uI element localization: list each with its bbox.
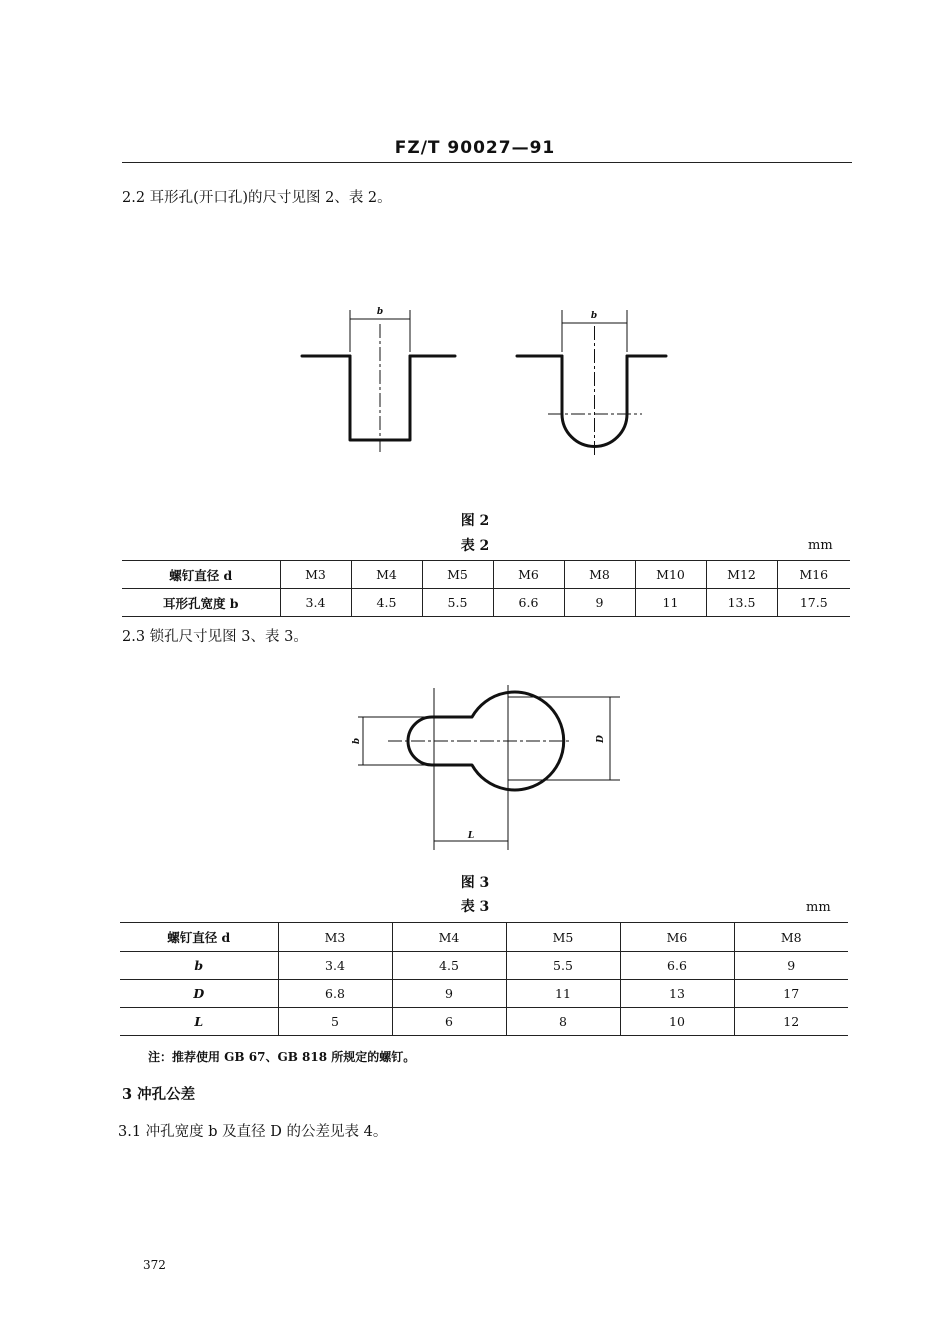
header-rule [122,162,852,163]
table-3-cell: 8 [506,1008,620,1036]
table-3-row-label: 螺钉直径 d [120,923,278,952]
table-2-cell: M3 [280,561,351,589]
table-3-cell: 9 [734,952,848,980]
table-2-unit: mm [808,538,833,553]
table-3-cell: 10 [620,1008,734,1036]
table-3-row-label: L [120,1008,278,1036]
table-2-cell: 11 [635,589,706,617]
table-2-row [122,561,850,589]
table-3-cell: 6.8 [278,980,392,1008]
table-2-cell: M8 [564,561,635,589]
table-3-caption: 表 3 [460,899,490,915]
table-3-cell: 13 [620,980,734,1008]
fig2-dim-label-left: b [376,307,384,317]
table-3-row [120,952,848,980]
figure-2-caption: 图 2 [460,513,490,529]
figure-3-drawing [350,680,630,855]
table-3-unit: mm [806,900,831,915]
figure-2-drawing [290,300,680,465]
table-3-row [120,980,848,1008]
table-3-cell: 5 [278,1008,392,1036]
table-3-row-label: b [120,952,278,980]
table-2-row [122,589,850,617]
table-2-cell: M12 [706,561,777,589]
table-3-row-label: D [120,980,278,1008]
table-3-cell: 12 [734,1008,848,1036]
table-3 [120,922,848,1036]
table-3-cell: 6 [392,1008,506,1036]
table-3-cell: M5 [506,923,620,952]
table-3-cell: M3 [278,923,392,952]
table-3-cell: M6 [620,923,734,952]
table-2 [122,560,850,617]
table-2-cell: 13.5 [706,589,777,617]
table-2-cell: M5 [422,561,493,589]
section-2-2: 2.2 耳形孔(开口孔)的尺寸见图 2、表 2。 [122,190,392,206]
section-2-3: 2.3 锁孔尺寸见图 3、表 3。 [122,629,308,645]
table-3-row [120,923,848,952]
fig3-label-D: D [596,735,606,743]
table-3-cell: 11 [506,980,620,1008]
table-3-cell: 6.6 [620,952,734,980]
table-2-cell: 9 [564,589,635,617]
fig2-dim-label-right: b [590,311,598,321]
table-2-row-label: 耳形孔宽度 b [122,589,280,617]
table-2-caption: 表 2 [460,538,490,554]
table-2-cell: 17.5 [777,589,850,617]
table-3-cell: 9 [392,980,506,1008]
table-2-cell: M6 [493,561,564,589]
table-2-cell: M10 [635,561,706,589]
fig3-label-L: L [467,831,475,841]
table-3-cell: M8 [734,923,848,952]
table-2-cell: M16 [777,561,850,589]
table-2-cell: M4 [351,561,422,589]
section-3-heading: 3 冲孔公差 [122,1086,196,1103]
table-2-cell: 5.5 [422,589,493,617]
section-3-1: 3.1 冲孔宽度 b 及直径 D 的公差见表 4。 [118,1124,388,1140]
table-3-cell: M4 [392,923,506,952]
table-2-cell: 6.6 [493,589,564,617]
page-number: 372 [143,1258,166,1272]
figure-3-caption: 图 3 [460,875,490,891]
table-2-row-label: 螺钉直径 d [122,561,280,589]
document-code: FZ/T 90027—91 [394,138,556,158]
table-3-row [120,1008,848,1036]
fig3-label-b: b [352,737,362,745]
table-2-cell: 4.5 [351,589,422,617]
table-3-cell: 4.5 [392,952,506,980]
table-3-note: 注：推荐使用 GB 67、GB 818 所规定的螺钉。 [148,1050,416,1064]
table-2-cell: 3.4 [280,589,351,617]
table-3-cell: 3.4 [278,952,392,980]
table-3-cell: 17 [734,980,848,1008]
table-3-cell: 5.5 [506,952,620,980]
